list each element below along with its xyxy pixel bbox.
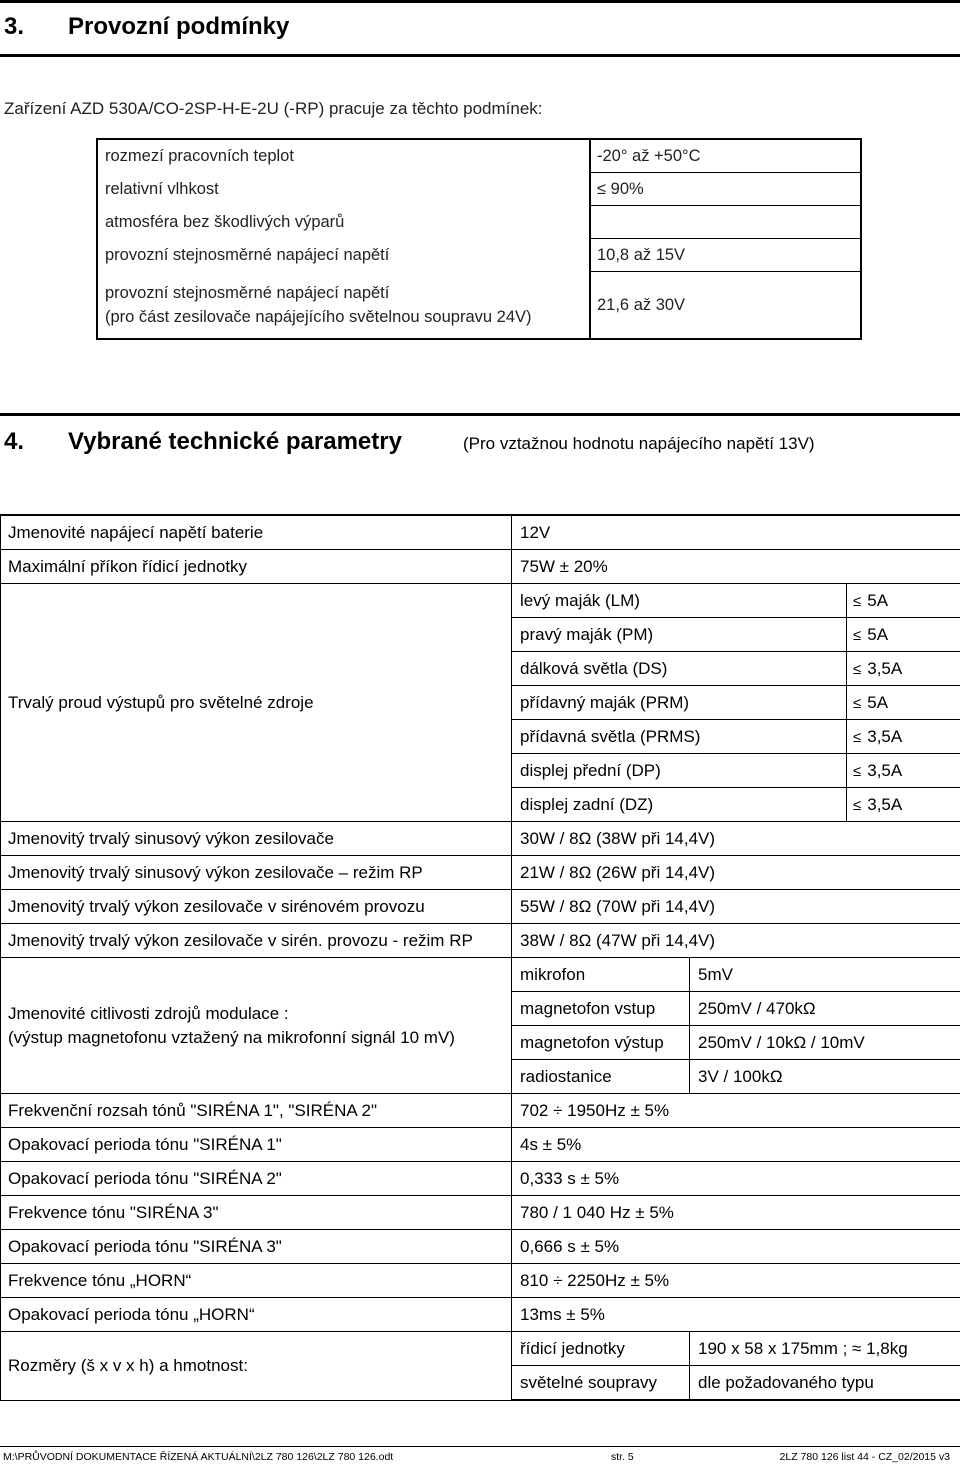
misc-label: Opakovací perioda tónu „HORN“ bbox=[1, 1298, 512, 1332]
footer-doc: 2LZ 780 126 list 44 - CZ_02/2015 v3 bbox=[779, 1451, 950, 1463]
section-3-number: 3. bbox=[4, 13, 25, 40]
current-value: 5A bbox=[867, 692, 889, 712]
dims-row bbox=[1, 1332, 960, 1366]
section-4-rule bbox=[0, 413, 960, 416]
sens-value: 250mV / 10kΩ / 10mV bbox=[690, 1026, 960, 1060]
conditions-table bbox=[96, 138, 862, 340]
amp-row bbox=[1, 890, 960, 924]
misc-row bbox=[1, 1094, 960, 1128]
sens-name: magnetofon výstup bbox=[512, 1026, 690, 1060]
misc-label: Frekvenční rozsah tónů "SIRÉNA 1", "SIRÉNA 2" bbox=[1, 1094, 512, 1128]
param-row bbox=[1, 550, 960, 584]
misc-label: Frekvence tónu "SIRÉNA 3" bbox=[1, 1196, 512, 1230]
misc-row bbox=[1, 1128, 960, 1162]
dims-value: 190 x 58 x 175mm ; ≈ 1,8kg bbox=[690, 1332, 960, 1366]
section-rule-top bbox=[0, 0, 960, 3]
section-4-note: (Pro vztažnou hodnotu napájecího napětí 13V) bbox=[463, 434, 815, 453]
param-label: Jmenovité napájecí napětí baterie bbox=[1, 515, 512, 550]
condition-value: 10,8 až 15V bbox=[590, 239, 861, 272]
current-value-cell bbox=[847, 720, 960, 754]
section-4-number: 4. bbox=[4, 428, 25, 455]
current-value-cell bbox=[847, 754, 960, 788]
misc-value: 13ms ± 5% bbox=[512, 1298, 960, 1332]
condition-row bbox=[97, 206, 861, 239]
sens-label-line1: Jmenovité citlivosti zdrojů modulace : bbox=[8, 1003, 289, 1023]
misc-value: 702 ÷ 1950Hz ± 5% bbox=[512, 1094, 960, 1128]
condition-row bbox=[97, 239, 861, 272]
condition-value: ≤ 90% bbox=[590, 173, 861, 206]
sens-value: 3V / 100kΩ bbox=[690, 1060, 960, 1094]
misc-row bbox=[1, 1162, 960, 1196]
footer-page: str. 5 bbox=[611, 1451, 634, 1463]
le-symbol: ≤ bbox=[853, 728, 862, 746]
condition-label: atmosféra bez škodlivých výparů bbox=[97, 206, 590, 239]
sens-name: magnetofon vstup bbox=[512, 992, 690, 1026]
footer-path: M:\PRŮVODNÍ DOKUMENTACE ŘÍZENÁ AKTUÁLNÍ\2LZ 780 126\2LZ 780 126.odt bbox=[3, 1451, 394, 1463]
sens-label-line2: (výstup magnetofonu vztažený na mikrofonní signál 10 mV) bbox=[8, 1027, 455, 1047]
section-3-rule bbox=[0, 54, 960, 57]
misc-label: Opakovací perioda tónu "SIRÉNA 2" bbox=[1, 1162, 512, 1196]
current-row bbox=[1, 584, 960, 618]
param-row bbox=[1, 515, 960, 550]
dims-name: světelné soupravy bbox=[512, 1366, 690, 1401]
current-value-cell bbox=[847, 686, 960, 720]
amp-label: Jmenovitý trvalý výkon zesilovače v sirénovém provozu bbox=[1, 890, 512, 924]
current-value: 3,5A bbox=[867, 794, 903, 814]
le-symbol: ≤ bbox=[853, 796, 862, 814]
current-label: Trvalý proud výstupů pro světelné zdroje bbox=[1, 584, 512, 822]
misc-value: 810 ÷ 2250Hz ± 5% bbox=[512, 1264, 960, 1298]
dims-value: dle požadovaného typu bbox=[690, 1366, 960, 1401]
amp-value: 30W / 8Ω (38W při 14,4V) bbox=[512, 822, 960, 856]
current-value-cell bbox=[847, 584, 960, 618]
current-value-cell bbox=[847, 652, 960, 686]
condition-value: -20° až +50°C bbox=[590, 139, 861, 173]
misc-value: 780 / 1 040 Hz ± 5% bbox=[512, 1196, 960, 1230]
amp-label: Jmenovitý trvalý sinusový výkon zesilovače bbox=[1, 822, 512, 856]
condition-label bbox=[97, 272, 590, 340]
amp-value: 55W / 8Ω (70W při 14,4V) bbox=[512, 890, 960, 924]
sens-name: radiostanice bbox=[512, 1060, 690, 1094]
sens-value: 5mV bbox=[690, 958, 960, 992]
amp-value: 21W / 8Ω (26W při 14,4V) bbox=[512, 856, 960, 890]
condition-label: rozmezí pracovních teplot bbox=[97, 139, 590, 173]
section-3-title: Provozní podmínky bbox=[68, 13, 290, 40]
misc-value: 0,666 s ± 5% bbox=[512, 1230, 960, 1264]
param-value: 12V bbox=[512, 515, 960, 550]
current-name: displej zadní (DZ) bbox=[512, 788, 847, 822]
current-name: levý maják (LM) bbox=[512, 584, 847, 618]
current-value: 3,5A bbox=[867, 760, 903, 780]
misc-value: 0,333 s ± 5% bbox=[512, 1162, 960, 1196]
amp-row bbox=[1, 924, 960, 958]
condition-label: relativní vlhkost bbox=[97, 173, 590, 206]
sens-value: 250mV / 470kΩ bbox=[690, 992, 960, 1026]
misc-label: Frekvence tónu „HORN“ bbox=[1, 1264, 512, 1298]
parameters-table bbox=[0, 514, 960, 1401]
amp-row bbox=[1, 856, 960, 890]
section-4-title: Vybrané technické parametry bbox=[68, 428, 402, 455]
current-value: 5A bbox=[867, 590, 889, 610]
le-symbol: ≤ bbox=[853, 626, 862, 644]
param-value: 75W ± 20% bbox=[512, 550, 960, 584]
current-value: 5A bbox=[867, 624, 889, 644]
current-value: 3,5A bbox=[867, 658, 903, 678]
condition-row bbox=[97, 173, 861, 206]
condition-value bbox=[590, 206, 861, 239]
misc-row bbox=[1, 1264, 960, 1298]
current-name: dálková světla (DS) bbox=[512, 652, 847, 686]
amp-label: Jmenovitý trvalý sinusový výkon zesilovače – režim RP bbox=[1, 856, 512, 890]
current-name: přídavný maják (PRM) bbox=[512, 686, 847, 720]
condition-label-line1: provozní stejnosměrné napájecí napětí bbox=[105, 283, 390, 302]
sens-label bbox=[1, 958, 512, 1094]
le-symbol: ≤ bbox=[853, 592, 862, 610]
current-value: 3,5A bbox=[867, 726, 903, 746]
dims-label: Rozměry (š x v x h) a hmotnost: bbox=[1, 1332, 512, 1401]
param-label: Maximální příkon řídicí jednotky bbox=[1, 550, 512, 584]
dims-name: řídicí jednotky bbox=[512, 1332, 690, 1366]
footer-rule bbox=[0, 1446, 960, 1447]
condition-label: provozní stejnosměrné napájecí napětí bbox=[97, 239, 590, 272]
le-symbol: ≤ bbox=[853, 660, 862, 678]
misc-value: 4s ± 5% bbox=[512, 1128, 960, 1162]
misc-row bbox=[1, 1196, 960, 1230]
misc-row bbox=[1, 1230, 960, 1264]
le-symbol: ≤ bbox=[853, 694, 862, 712]
current-value-cell bbox=[847, 618, 960, 652]
condition-label-line2: (pro část zesilovače napájejícího světelnou soupravu 24V) bbox=[105, 307, 532, 326]
current-name: displej přední (DP) bbox=[512, 754, 847, 788]
current-name: pravý maják (PM) bbox=[512, 618, 847, 652]
misc-label: Opakovací perioda tónu "SIRÉNA 3" bbox=[1, 1230, 512, 1264]
amp-row bbox=[1, 822, 960, 856]
sens-name: mikrofon bbox=[512, 958, 690, 992]
misc-row bbox=[1, 1298, 960, 1332]
condition-row bbox=[97, 272, 861, 340]
le-symbol: ≤ bbox=[853, 762, 862, 780]
misc-label: Opakovací perioda tónu "SIRÉNA 1" bbox=[1, 1128, 512, 1162]
amp-label: Jmenovitý trvalý výkon zesilovače v sirén. provozu - režim RP bbox=[1, 924, 512, 958]
sens-row bbox=[1, 958, 960, 992]
current-name: přídavná světla (PRMS) bbox=[512, 720, 847, 754]
condition-row bbox=[97, 139, 861, 173]
amp-value: 38W / 8Ω (47W při 14,4V) bbox=[512, 924, 960, 958]
condition-value: 21,6 až 30V bbox=[590, 272, 861, 340]
intro-text: Zařízení AZD 530A/CO-2SP-H-E-2U (-RP) pracuje za těchto podmínek: bbox=[4, 99, 543, 118]
current-value-cell bbox=[847, 788, 960, 822]
